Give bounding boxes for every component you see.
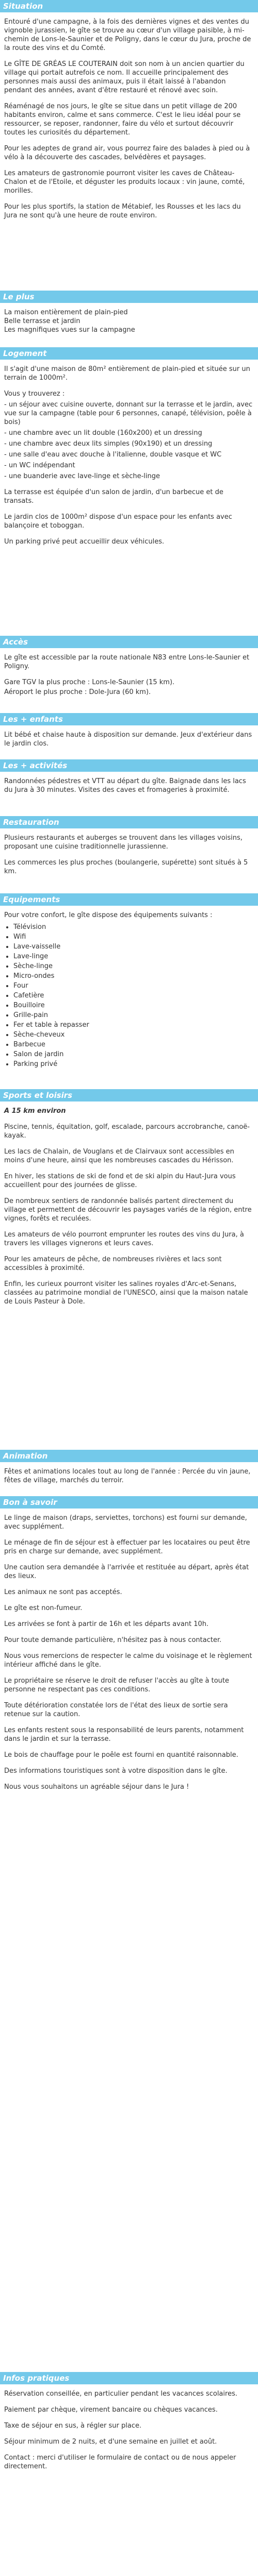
section-situation [0,0,258,291]
paragraph: Le bois de chauffage pour le poêle est fourni en quantité raisonnable. [4,1751,238,1759]
list-item: • Salon de jardin [13,1050,254,1059]
list-item: • Fer et table à repasser [13,1021,254,1029]
paragraph: Lit bébé et chaise haute à disposition sur demande. Jeux d'extérieur dans le jardin clos. [4,731,252,748]
list-item: Les magnifiques vues sur la campagne [4,326,135,334]
paragraph: Le gîte est accessible par la route nationale N83 entre Lons-le-Saunier et Poligny. [4,654,250,670]
section-header: Les + activités [0,759,258,772]
section-acces [0,636,258,713]
list-item: • Four [13,981,254,990]
section-header: Restauration [0,816,258,828]
section-header: Situation [0,0,258,12]
paragraph: Pour votre confort, le gîte dispose des équipements suivants : [4,911,213,919]
paragraph: Les lacs de Chalain, de Vouglans et de Clairvaux sont accessibles en moins d'une heure, ainsi que les nombreuses cascades du Hérisson. [4,1148,234,1164]
list-item: • Micro-ondes [13,972,254,980]
section-activites [0,759,258,816]
paragraph: Les enfants restent sous la responsabilité de leurs parents, notamment dans le jardin et sur la terrasse. [4,1726,244,1743]
paragraph: En hiver, les stations de ski de fond et de ski alpin du Haut-Jura vous accueillent pour des journées de glisse. [4,1173,236,1189]
paragraph: La terrasse est équipée d'un salon de jardin, d'un barbecue et de transats. [4,488,223,505]
list-item: • Cafetière [13,991,254,1000]
section-logement [0,347,258,636]
paragraph: Toute détérioration constatée lors de l'état des lieux de sortie sera retenue sur la caution. [4,1702,228,1718]
paragraph: - une salle d'eau avec douche à l'italienne, double vasque et WC [4,451,222,459]
paragraph: Il s'agit d'une maison de 80m² entièrement de plain-pied et située sur un terrain de 1000m². [4,365,250,382]
section-header: Animation [0,1450,258,1462]
paragraph: Gare TGV la plus proche : Lons-le-Saunier (15 km). [4,679,175,686]
section-subtitle: A 15 km environ [4,1107,66,1115]
paragraph: Séjour minimum de 2 nuits, et d'une semaine en juillet et août. [4,2438,217,2446]
paragraph: Le GÎTE DE GRÉAS LE COUTERAIN doit son nom à un ancien quartier du village qui portait autrefois ce nom. Il accueille principalement des personnes mais aussi des animaux, puis il était laissé à l'abandon pendant des années, avant d'être restauré et rénové avec soin. [4,60,245,94]
list-item: Belle terrasse et jardin [4,317,80,325]
list-item: La maison entièrement de plain-pied [4,309,128,316]
equipment-list [4,923,254,1069]
paragraph: Une caution sera demandée à l'arrivée et restituée au départ, après état des lieux. [4,1564,249,1580]
paragraph: Le ménage de fin de séjour est à effectuer par les locataires ou peut être pris en charge sur demande, avec supplément. [4,1539,250,1555]
section-sports [0,1089,258,1450]
paragraph: Le gîte est non-fumeur. [4,1604,83,1612]
paragraph: Taxe de séjour en sus, à régler sur place. [4,2422,142,2430]
paragraph: Réservation conseillée, en particulier pendant les vacances scolaires. [4,2390,237,2398]
list-item: • Lave-vaisselle [13,942,254,951]
paragraph: Le propriétaire se réserve le droit de refuser l'accès au gîte à toute personne ne respectant pas ces conditions. [4,1677,229,1693]
paragraph: Entouré d'une campagne, à la fois des dernières vignes et des ventes du vignoble jurassien, le gîte se trouve au cœur d'un village paisible, à mi-chemin de Lons-le-Saunier et de Poligny, dans le cœur du Jura, proche de la route des vins et du Comté. [4,18,251,52]
paragraph: Contact : merci d'utiliser le formulaire de contact ou de nous appeler directement. [4,2454,236,2470]
paragraph: Paiement par chèque, virement bancaire ou chèques vacances. [4,2406,218,2414]
list-item: • Parking privé [13,1060,254,1069]
paragraph: Pour les amateurs de pêche, de nombreuses rivières et lacs sont accessibles à proximité. [4,1256,222,1272]
section-header: Accès [0,636,258,648]
paragraph: - un WC indépendant [4,462,75,469]
paragraph: De nombreux sentiers de randonnée balisés partent directement du village et permettent de découvrir les paysages variés de la région, entre vignes, forêts et reculées. [4,1197,252,1223]
list-item: • Télévision [13,923,254,931]
paragraph: - une chambre avec deux lits simples (90x190) et un dressing [4,440,213,448]
paragraph: - une chambre avec un lit double (160x200) et un dressing [4,429,202,437]
section-header: Sports et loisirs [0,1089,258,1101]
paragraph: Pour les adeptes de grand air, vous pourrez faire des balades à pied ou à vélo à la découverte des cascades, belvédères et paysages. [4,145,250,161]
list-item: • Barbecue [13,1040,254,1049]
section-bon-a-savoir [0,1496,258,2372]
section-header: Logement [0,347,258,360]
list-item: • Sèche-linge [13,962,254,971]
paragraph: Nous vous souhaitons un agréable séjour dans le Jura ! [4,1783,189,1791]
section-header: Equipements [0,893,258,906]
section-infos-pratiques [0,2372,258,2576]
paragraph: Les animaux ne sont pas acceptés. [4,1588,122,1596]
list-item: • Lave-linge [13,952,254,961]
paragraph: Vous y trouverez : [4,390,65,398]
paragraph: Plusieurs restaurants et auberges se trouvent dans les villages voisins, proposant une cuisine traditionnelle jurassienne. [4,834,243,851]
paragraph: Fêtes et animations locales tout au long de l'année : Percée du vin jaune, fêtes de village, marchés du terroir. [4,1468,251,1484]
paragraph: Nous vous remercions de respecter le calme du voisinage et le règlement intérieur affiché dans le gîte. [4,1652,252,1669]
paragraph: Les amateurs de vélo pourront emprunter les routes des vins du Jura, à travers les villages vignerons et leurs caves. [4,1231,244,1247]
paragraph: Randonnées pédestres et VTT au départ du gîte. Baignade dans les lacs du Jura à 30 minutes. Visites des caves et fromageries à proximité. [4,777,246,794]
section-enfants [0,713,258,759]
section-header: Les + enfants [0,713,258,725]
paragraph: Piscine, tennis, équitation, golf, escalade, parcours accrobranche, canoë-kayak. [4,1123,250,1140]
list-item: • Wifi [13,933,254,941]
list-item: • Bouilloire [13,1001,254,1010]
section-equipements [0,893,258,1089]
paragraph: Les amateurs de gastronomie pourront visiter les caves de Château-Chalon et de l'Etoile, et déguster les produits locaux : vin jaune, comté, morilles. [4,170,245,195]
paragraph: Le linge de maison (draps, serviettes, torchons) est fourni sur demande, avec supplément. [4,1514,247,1531]
paragraph: Pour les plus sportifs, la station de Métabief, les Rousses et les lacs du Jura ne sont qu'à une heure de route environ. [4,203,241,219]
paragraph: Aéroport le plus proche : Dole-Jura (60 km). [4,688,151,696]
list-item: • Sèche-cheveux [13,1030,254,1039]
section-header: Infos pratiques [0,2372,258,2384]
list-item: • Grille-pain [13,1011,254,1020]
section-restauration [0,816,258,893]
paragraph: Un parking privé peut accueillir deux véhicules. [4,538,165,546]
paragraph: Les commerces les plus proches (boulangerie, supérette) sont situés à 5 km. [4,859,248,875]
paragraph: Les arrivées se font à partir de 16h et les départs avant 10h. [4,1620,209,1628]
paragraph: - un séjour avec cuisine ouverte, donnant sur la terrasse et le jardin, avec vue sur la campagne (table pour 6 personnes, canapé, télévision, poêle à bois) [4,401,253,426]
section-header: Le plus [0,291,258,303]
paragraph: - une buanderie avec lave-linge et sèche-linge [4,472,160,480]
paragraph: Pour toute demande particulière, n'hésitez pas à nous contacter. [4,1636,222,1644]
paragraph: Réaménagé de nos jours, le gîte se situe dans un petit village de 200 habitants environ, calme et sans commerce. C'est le lieu idéal pour se ressourcer, se reposer, randonner, faire du vélo et surtout découvrir toutes les curiosités du département. [4,103,241,137]
section-header: Bon à savoir [0,1496,258,1509]
paragraph: Des informations touristiques sont à votre disposition dans le gîte. [4,1767,228,1775]
paragraph: Enfin, les curieux pourront visiter les salines royales d'Arc-et-Senans, classées au patrimoine mondial de l'UNESCO, ainsi que la maison natale de Louis Pasteur à Dole. [4,1280,248,1306]
section-le-plus [0,291,258,347]
paragraph: Le jardin clos de 1000m² dispose d'un espace pour les enfants avec balançoire et toboggan. [4,513,232,530]
section-animation [0,1450,258,1496]
